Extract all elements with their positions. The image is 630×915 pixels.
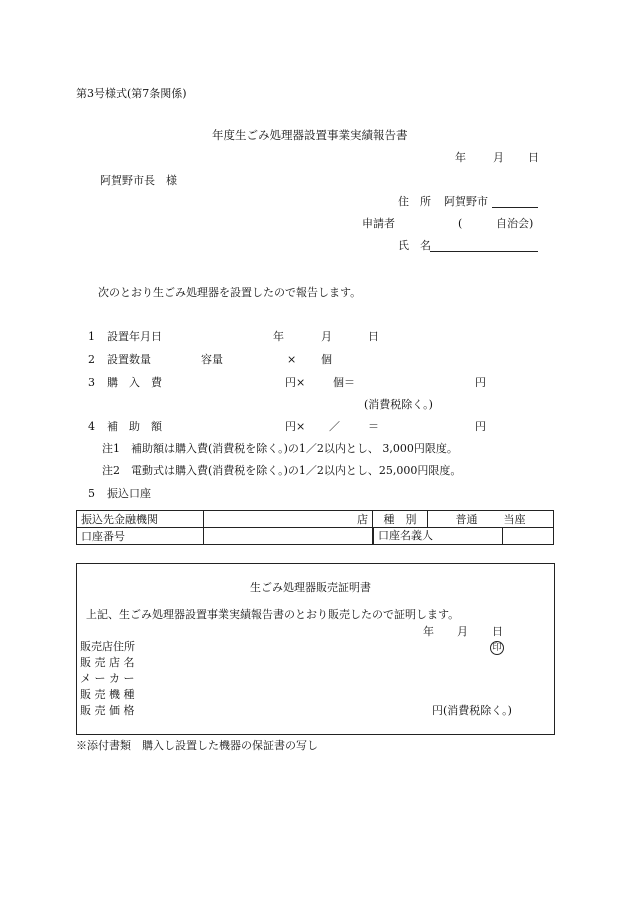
name-label: 氏 名 [398,239,431,252]
seal-mark: 印 [490,641,504,655]
note-2: 注2 電動式は購入費(消費税を除く。)の1／2以内とし、25,000円限度。 [102,464,462,477]
date-day: 日 [528,151,539,164]
intro-text: 次のとおり生ごみ処理器を設置したので報告します。 [98,286,362,299]
item4-yen: 円 [475,420,486,433]
table-row [77,511,554,528]
item1-day: 日 [368,330,379,343]
association-close: 自治会) [496,217,534,230]
date-month: 月 [493,151,504,164]
item1-year: 年 [273,330,284,343]
account-holder-area [373,528,554,545]
address-blank-line [492,207,538,208]
branch-label: 店 [357,513,368,526]
item4-slash: ／ [329,420,340,433]
note-1: 注1 補助額は購入費(消費税を除く。)の1／2以内とし、 3,000円限度。 [102,442,458,455]
item3-label: 購 入 費 [107,376,162,389]
item3-count-eq: 個＝ [333,376,355,389]
document-title: 年度生ごみ処理器設置事業実績報告書 [212,128,408,142]
item3-tax-note: (消費税除く。) [364,398,433,411]
item4-label: 補 助 額 [107,420,162,433]
form-number: 第3号様式(第7条関係) [76,87,187,100]
kind-current-option[interactable]: 当座 [503,513,526,526]
certificate-statement: 上記、生ごみ処理器設置事業実績報告書のとおり販売したので証明します。 [86,608,460,621]
item5-number: 5 [88,487,95,500]
item4-yen-times: 円× [285,420,306,433]
account-number-cell[interactable] [204,528,373,545]
item2-unit: 個 [321,353,332,366]
item1-number: 1 [88,330,95,343]
price-label: 販 売 価 格 [80,704,135,717]
item2-label: 設置数量 [107,353,151,366]
store-address-label: 販売店住所 [80,640,135,653]
item2-times: × [287,353,297,366]
price-unit: 円(消費税除く。) [432,704,512,717]
model-label: 販 売 機 種 [80,688,135,701]
item3-yen-times: 円× [285,376,306,389]
name-blank-line [430,251,538,252]
item4-equals: ＝ [368,420,379,433]
certificate-title: 生ごみ処理器販売証明書 [250,581,371,594]
item3-yen: 円 [475,376,486,389]
branch-cell[interactable] [204,511,373,528]
account-kind-options[interactable] [428,511,554,528]
item1-label: 設置年月日 [107,330,162,343]
date-year: 年 [455,151,466,164]
addressee: 阿賀野市長 様 [100,174,177,187]
item3-number: 3 [88,376,95,389]
association-open: ( [458,217,463,230]
address-value: 阿賀野市 [444,195,488,208]
applicant-label: 申請者 [362,217,395,230]
attachment-note: ※添付書類 購入し設置した機器の保証書の写し [76,739,318,752]
kind-normal-option[interactable]: 普通 [455,513,478,526]
bank-name-label: 振込先金融機関 [77,511,204,528]
item4-number: 4 [88,420,95,433]
maker-label: メ ー カ ー [80,672,135,685]
item5-label: 振込口座 [107,487,151,500]
account-number-label: 口座番号 [77,528,204,545]
account-holder-label: 口座名義人 [373,528,503,544]
cert-year: 年 [423,625,434,638]
item2-number: 2 [88,353,95,366]
address-label: 住 所 [398,195,431,208]
cert-day: 日 [492,625,503,638]
table-row [77,528,554,545]
bank-account-table [76,510,554,545]
store-name-label: 販 売 店 名 [80,656,135,669]
item1-month: 月 [321,330,332,343]
item2-capacity: 容量 [201,353,223,366]
account-kind-label: 種 別 [373,511,428,528]
cert-month: 月 [457,625,468,638]
